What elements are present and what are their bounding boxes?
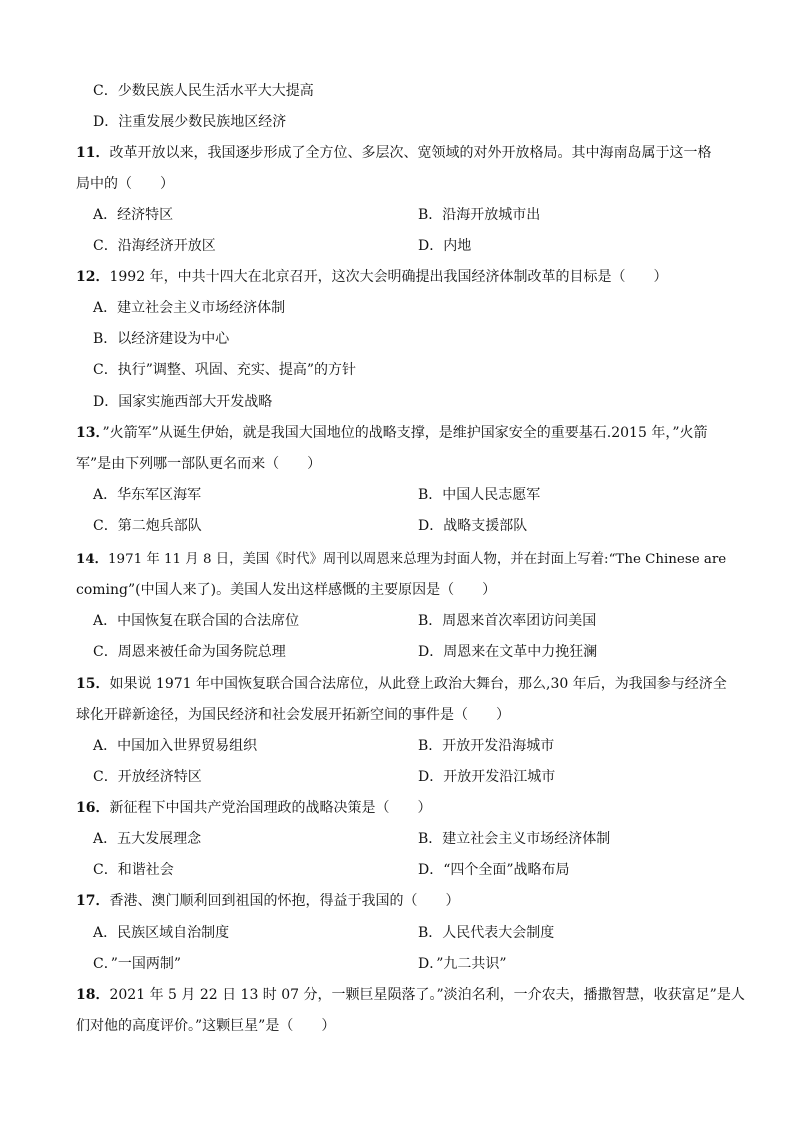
- option-b: B．周恩来首次率团访问美国: [418, 613, 597, 629]
- question-text: 1971 年 11 月 8 日，美国《时代》周刊以周恩来总理为封面人物，并在封面上写着:“The Chinese are: [108, 552, 727, 567]
- option-a: A．建立社会主义市场经济体制: [93, 300, 286, 316]
- option-a: A．中国恢复在联合国的合法席位: [93, 613, 300, 629]
- question-number: 15．: [76, 676, 110, 692]
- question-number: 13．: [76, 425, 103, 441]
- option-d: D．注重发展少数民族地区经济: [93, 114, 287, 130]
- option-a: A．华东军区海军: [93, 487, 202, 503]
- question-15-stem-cont: 球化开辟新途径，为国民经济和社会发展开拓新空间的事件是（ ）: [76, 707, 510, 723]
- option-b: B．以经济建设为中心: [93, 331, 230, 347]
- option-a: A．民族区域自治制度: [93, 925, 230, 941]
- option-b: B．人民代表大会制度: [418, 925, 555, 941]
- question-number: 11．: [76, 145, 110, 161]
- question-number: 16．: [76, 800, 110, 816]
- option-b: B．沿海开放城市出: [418, 207, 541, 223]
- option-d: D．周恩来在文革中力挽狂澜: [418, 644, 598, 660]
- option-d: D．战略支援部队: [418, 518, 528, 534]
- question-13-stem: [76, 424, 707, 442]
- option-c: C．第二炮兵部队: [93, 518, 202, 534]
- option-d: D．”九二共识”: [418, 956, 507, 972]
- question-11-stem-cont: 局中的（ ）: [76, 176, 174, 192]
- question-18-stem: [76, 986, 745, 1004]
- question-text: 如果说 1971 年中国恢复联合国合法席位，从此登上政治大舞台，那么,30 年后，为我国参与经济全: [109, 676, 727, 692]
- question-17-stem: [76, 892, 459, 910]
- option-d: D．开放开发沿江城市: [418, 769, 556, 785]
- question-text: 新征程下中国共产党治国理政的战略决策是（ ）: [109, 800, 432, 816]
- option-a: A．经济特区: [93, 207, 174, 223]
- option-c: C．和谐社会: [93, 862, 174, 878]
- option-b: B．开放开发沿海城市: [418, 738, 555, 754]
- question-15-stem: [76, 675, 727, 693]
- question-16-stem: [76, 799, 431, 817]
- question-text: 2021 年 5 月 22 日 13 时 07 分，一颗巨星陨落了。”淡泊名利，一介农夫，播撒智慧，收获富足”是人: [109, 987, 745, 1003]
- question-14-stem-cont: coming”(中国人来了)。美国人发出这样感慨的主要原因是（ ）: [76, 582, 497, 598]
- question-13-stem-cont: 军”是由下列哪一部队更名而来（ ）: [76, 456, 322, 472]
- question-text: 改革开放以来，我国逐步形成了全方位、多层次、宽领域的对外开放格局。其中海南岛属于这一格: [109, 145, 712, 161]
- question-18-stem-cont: 们对他的高度评价。”这颗巨星”是（ ）: [76, 1018, 336, 1034]
- question-number: 12．: [76, 269, 110, 285]
- option-c: C．周恩来被任命为国务院总理: [93, 644, 286, 660]
- option-d: D．“四个全面”战略布局: [418, 862, 570, 878]
- option-d: D．国家实施西部大开发战略: [93, 394, 273, 410]
- question-text: 1992 年，中共十四大在北京召开，这次大会明确提出我国经济体制改革的目标是（ ）: [109, 269, 668, 285]
- question-14-stem: [76, 550, 726, 569]
- option-c: C．少数民族人民生活水平大大提高: [93, 83, 314, 99]
- option-c: C．沿海经济开放区: [93, 238, 216, 254]
- question-number: 18．: [76, 987, 110, 1003]
- option-b: B．建立社会主义市场经济体制: [418, 831, 611, 847]
- question-number: 17．: [76, 893, 110, 909]
- question-text: 香港、澳门顺利回到祖国的怀抱，得益于我国的（ ）: [109, 893, 460, 909]
- question-number: 14．: [76, 551, 109, 567]
- option-d: D．内地: [418, 238, 472, 254]
- option-a: A．中国加入世界贸易组织: [93, 738, 258, 754]
- question-text: ”火箭军”从诞生伊始，就是我国大国地位的战略支撑，是维护国家安全的重要基石.2015 年，”火箭: [102, 425, 708, 441]
- option-a: A．五大发展理念: [93, 831, 202, 847]
- option-c: C．执行”调整、巩固、充实、提高”的方针: [93, 362, 357, 378]
- option-c: C．开放经济特区: [93, 769, 202, 785]
- question-12-stem: [76, 268, 668, 286]
- question-11-stem: [76, 144, 711, 162]
- option-b: B．中国人民志愿军: [418, 487, 541, 503]
- option-c: C．”一国两制”: [93, 956, 182, 972]
